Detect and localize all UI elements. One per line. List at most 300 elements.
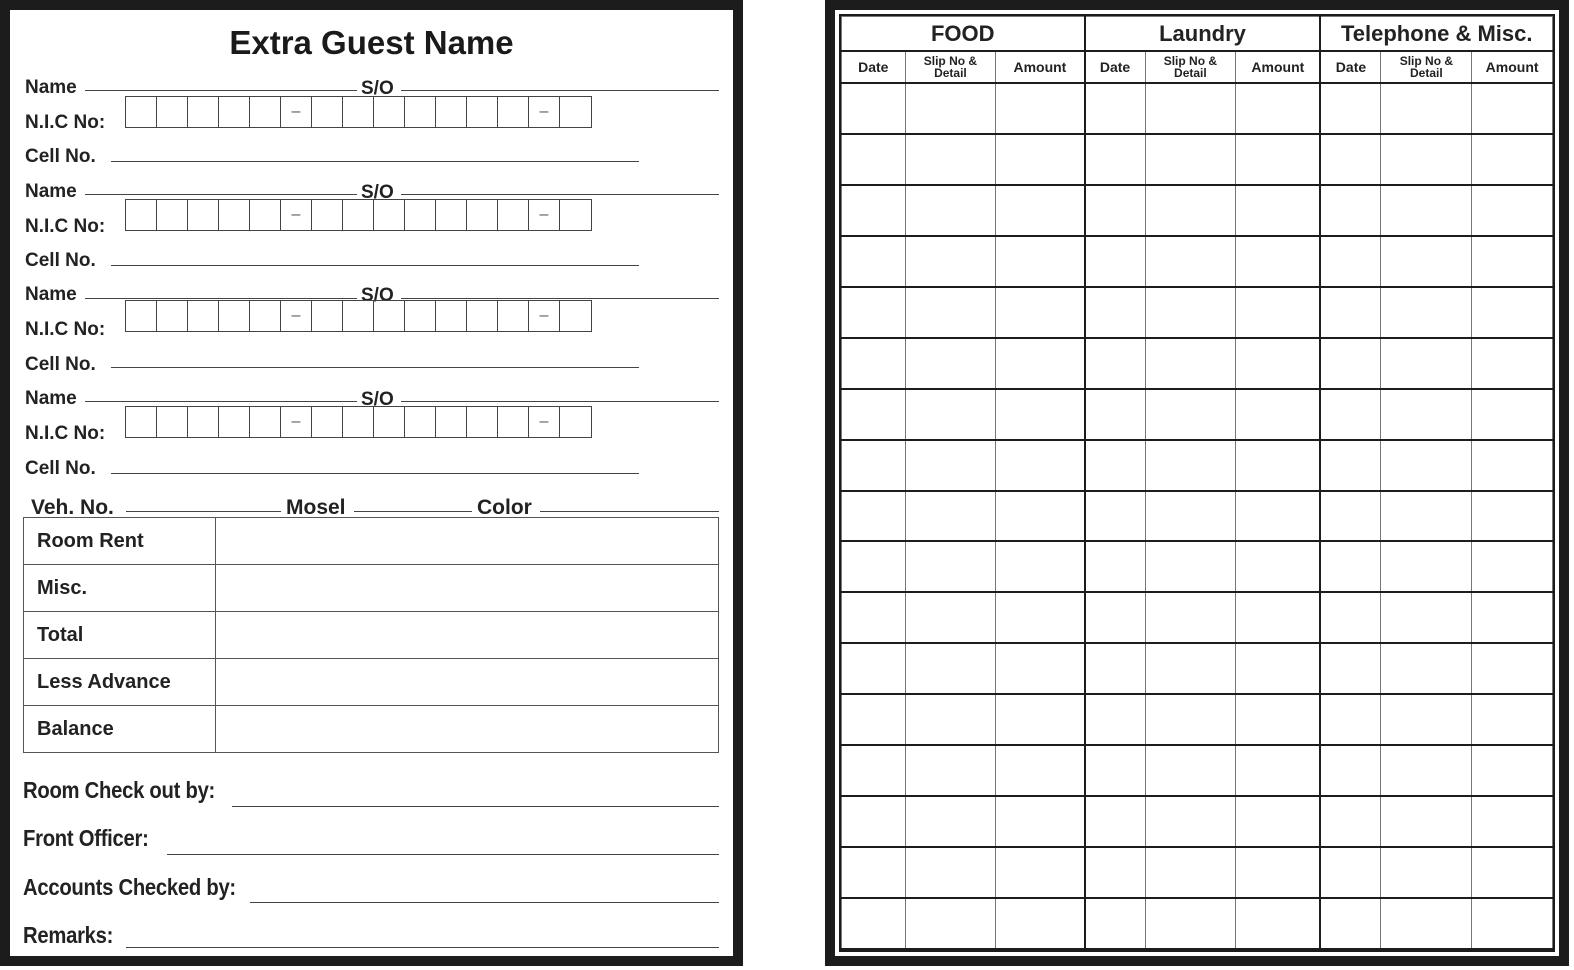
ledger-cell[interactable] [996,745,1085,796]
ledger-cell[interactable] [1381,694,1472,745]
ledger-cell[interactable] [1472,134,1553,185]
ledger-cell[interactable] [905,643,996,694]
ledger-cell[interactable] [1320,694,1381,745]
ledger-cell[interactable] [1236,338,1321,389]
nic-digit-cell[interactable] [436,407,467,437]
form-title: Extra Guest Name [229,24,514,61]
ledger-cell[interactable] [1085,694,1146,745]
veh-no-line[interactable] [126,511,281,512]
ledger-cell[interactable] [1236,796,1321,847]
so-line[interactable] [401,90,719,91]
ledger-cell[interactable] [996,491,1085,542]
ledger-cell[interactable] [1472,491,1553,542]
ledger-cell[interactable] [996,134,1085,185]
model-line[interactable] [354,511,472,512]
summary-row [24,565,719,612]
nic-digit-cell[interactable] [467,301,498,331]
ledger-cell[interactable] [1320,898,1381,949]
ledger-cell[interactable] [1085,389,1146,440]
ledger-cell[interactable] [842,83,906,134]
nic-digit-cell[interactable] [312,97,343,127]
ledger-cell[interactable] [996,796,1085,847]
ledger-cell[interactable] [1236,440,1321,491]
ledger-cell[interactable] [1472,694,1553,745]
nic-digit-cell[interactable] [157,407,188,437]
model-label: Mosel [286,496,346,519]
ledger-cell[interactable] [905,694,996,745]
ledger-cell[interactable] [1381,491,1472,542]
summary-value-cell[interactable] [216,612,719,659]
ledger-row [842,185,1553,236]
nic-digit-cell[interactable] [188,200,219,230]
ledger-cell[interactable] [905,745,996,796]
ledger-cell[interactable] [1381,185,1472,236]
ledger-cell[interactable] [1085,236,1146,287]
ledger-cell[interactable] [1236,541,1321,592]
ledger-cell[interactable] [1381,236,1472,287]
ledger-cell[interactable] [842,694,906,745]
nic-digit-cell[interactable] [560,97,591,127]
slip-detail-column-header [1145,51,1236,83]
amount-column-header: Amount [996,51,1085,83]
ledger-cell[interactable] [996,389,1085,440]
ledger-cell[interactable] [905,236,996,287]
ledger-cell[interactable] [1320,847,1381,898]
ledger-cell[interactable] [1381,389,1472,440]
ledger-cell[interactable] [1472,592,1553,643]
ledger-frame [839,14,1555,952]
ledger-cell[interactable] [842,541,906,592]
ledger-cell[interactable] [1085,287,1146,338]
slip-detail-column-header [905,51,996,83]
ledger-cell[interactable] [1236,83,1321,134]
nic-separator-cell: – [529,301,560,331]
slip-detail-column-header [1381,51,1472,83]
ledger-cell[interactable] [1145,185,1236,236]
nic-digit-cell[interactable] [126,97,157,127]
ledger-row [842,745,1553,796]
ledger-row [842,338,1553,389]
so-line[interactable] [401,401,719,402]
ledger-cell[interactable] [1236,236,1321,287]
ledger-cell[interactable] [1085,745,1146,796]
ledger-row [842,440,1553,491]
ledger-cell[interactable] [1472,287,1553,338]
ledger-cell[interactable] [905,491,996,542]
ledger-cell[interactable] [1145,491,1236,542]
ledger-cell[interactable] [1085,134,1146,185]
ledger-cell[interactable] [1236,491,1321,542]
ledger-cell[interactable] [1381,83,1472,134]
ledger-cell[interactable] [1320,134,1381,185]
nic-digit-cell[interactable] [467,97,498,127]
ledger-cell[interactable] [1320,745,1381,796]
laundry-group-header: Laundry [1085,17,1321,52]
checkout-line[interactable] [232,806,719,807]
ledger-cell[interactable] [1472,745,1553,796]
ledger-cell[interactable] [1381,847,1472,898]
ledger-cell[interactable] [996,541,1085,592]
nic-digit-cell[interactable] [374,301,405,331]
ledger-cell[interactable] [842,592,906,643]
ledger-cell[interactable] [1236,134,1321,185]
name-label: Name [25,388,77,409]
summary-value-cell[interactable] [216,659,719,706]
ledger-cell[interactable] [1472,338,1553,389]
nic-boxes[interactable] [125,300,592,332]
summary-value-cell[interactable] [216,518,719,565]
slip-header-line2: Detail [934,66,967,80]
ledger-cell[interactable] [905,440,996,491]
nic-separator-cell: – [529,97,560,127]
slip-header-line2: Detail [1174,66,1207,80]
ledger-row [842,134,1553,185]
ledger-cell[interactable] [1472,541,1553,592]
ledger-cell[interactable] [1320,541,1381,592]
name-line[interactable] [85,90,357,91]
nic-digit-cell[interactable] [157,200,188,230]
ledger-cell[interactable] [1085,83,1146,134]
nic-separator-cell: – [281,301,312,331]
nic-digit-cell[interactable] [312,301,343,331]
ledger-cell[interactable] [1381,134,1472,185]
ledger-cell[interactable] [996,643,1085,694]
ledger-cell[interactable] [905,847,996,898]
ledger-row [842,83,1553,134]
ledger-cell[interactable] [842,796,906,847]
nic-label: N.I.C No: [25,216,106,237]
nic-digit-cell[interactable] [188,407,219,437]
ledger-cell[interactable] [842,440,906,491]
nic-digit-cell[interactable] [312,200,343,230]
ledger-cell[interactable] [1472,236,1553,287]
ledger-row [842,389,1553,440]
slip-header-line1: Slip No & [1163,54,1218,68]
ledger-cell[interactable] [996,338,1085,389]
nic-digit-cell[interactable] [343,200,374,230]
ledger-cell[interactable] [1085,185,1146,236]
nic-separator-cell: – [529,200,560,230]
nic-digit-cell[interactable] [312,407,343,437]
ledger-cell[interactable] [842,338,906,389]
ledger-cell[interactable] [1381,541,1472,592]
nic-digit-cell[interactable] [498,97,529,127]
ledger-cell[interactable] [1236,847,1321,898]
ledger-cell[interactable] [1236,694,1321,745]
ledger-cell[interactable] [996,440,1085,491]
ledger-cell[interactable] [1145,796,1236,847]
nic-boxes[interactable] [125,199,592,231]
ledger-cell[interactable] [905,134,996,185]
nic-separator-cell: – [281,407,312,437]
nic-digit-cell[interactable] [343,407,374,437]
nic-digit-cell[interactable] [157,301,188,331]
ledger-row [842,236,1553,287]
ledger-cell[interactable] [1472,440,1553,491]
nic-digit-cell[interactable] [498,407,529,437]
ledger-cell[interactable] [1085,796,1146,847]
so-line[interactable] [401,194,719,195]
veh-no-label: Veh. No. [31,496,114,519]
nic-digit-cell[interactable] [250,407,281,437]
front-officer-line[interactable] [167,854,719,855]
food-group-header: FOOD [842,17,1085,52]
ledger-cell[interactable] [1145,389,1236,440]
nic-digit-cell[interactable] [219,407,250,437]
summary-label: Total [24,612,216,659]
ledger-cell[interactable] [842,745,906,796]
ledger-cell[interactable] [1472,898,1553,949]
ledger-cell[interactable] [996,898,1085,949]
nic-digit-cell[interactable] [157,97,188,127]
ledger-cell[interactable] [905,592,996,643]
ledger-cell[interactable] [1145,134,1236,185]
ledger-cell[interactable] [842,185,906,236]
color-line[interactable] [540,511,719,512]
nic-digit-cell[interactable] [374,200,405,230]
ledger-cell[interactable] [1145,745,1236,796]
nic-digit-cell[interactable] [219,301,250,331]
ledger-cell[interactable] [1145,287,1236,338]
summary-label: Room Rent [24,518,216,565]
ledger-cell[interactable] [1145,541,1236,592]
ledger-cell[interactable] [1145,643,1236,694]
nic-digit-cell[interactable] [219,200,250,230]
ledger-cell[interactable] [996,83,1085,134]
ledger-cell[interactable] [1320,643,1381,694]
cell-line[interactable] [111,367,639,368]
ledger-cell[interactable] [905,287,996,338]
cell-label: Cell No. [25,458,96,479]
date-column-header: Date [842,51,906,83]
cell-line[interactable] [111,161,639,162]
ledger-cell[interactable] [1236,745,1321,796]
ledger-row [842,694,1553,745]
name-line[interactable] [85,401,357,402]
nic-digit-cell[interactable] [560,200,591,230]
nic-digit-cell[interactable] [250,200,281,230]
ledger-cell[interactable] [1472,389,1553,440]
ledger-cell[interactable] [1381,643,1472,694]
date-column-header: Date [1320,51,1381,83]
ledger-cell[interactable] [1320,338,1381,389]
nic-digit-cell[interactable] [343,97,374,127]
remarks-line[interactable] [126,947,719,948]
remarks-label: Remarks: [23,922,114,948]
summary-row [24,706,719,753]
cell-label: Cell No. [25,250,96,271]
accounts-label: Accounts Checked by: [23,874,236,900]
ledger-row [842,592,1553,643]
nic-separator-cell: – [529,407,560,437]
ledger-cell[interactable] [1472,796,1553,847]
nic-digit-cell[interactable] [405,407,436,437]
nic-digit-cell[interactable] [436,200,467,230]
cell-line[interactable] [111,265,639,266]
ledger-cell[interactable] [1472,847,1553,898]
nic-separator-cell: – [281,200,312,230]
nic-digit-cell[interactable] [250,97,281,127]
ledger-row [842,643,1553,694]
ledger-cell[interactable] [1236,592,1321,643]
ledger-cell[interactable] [1145,898,1236,949]
ledger-cell[interactable] [1085,491,1146,542]
ledger-cell[interactable] [1381,440,1472,491]
ledger-cell[interactable] [1085,643,1146,694]
ledger-cell[interactable] [905,83,996,134]
slip-header-line1: Slip No & [923,54,978,68]
ledger-cell[interactable] [1320,440,1381,491]
ledger-cell[interactable] [1320,83,1381,134]
ledger-cell[interactable] [842,389,906,440]
nic-label: N.I.C No: [25,423,106,444]
nic-digit-cell[interactable] [560,407,591,437]
ledger-cell[interactable] [1145,338,1236,389]
cell-line[interactable] [111,473,639,474]
so-line[interactable] [401,298,719,299]
nic-separator-cell: – [281,97,312,127]
nic-digit-cell[interactable] [219,97,250,127]
ledger-cell[interactable] [1320,491,1381,542]
ledger-cell[interactable] [842,236,906,287]
ledger-cell[interactable] [1145,440,1236,491]
amount-column-header: Amount [1472,51,1553,83]
ledger-cell[interactable] [996,287,1085,338]
cell-label: Cell No. [25,146,96,167]
ledger-cell[interactable] [1145,83,1236,134]
ledger-cell[interactable] [1320,185,1381,236]
summary-row [24,518,719,565]
ledger-cell[interactable] [905,389,996,440]
name-line[interactable] [85,298,357,299]
ledger-cell[interactable] [905,796,996,847]
ledger-cell[interactable] [842,287,906,338]
ledger-cell[interactable] [905,541,996,592]
nic-digit-cell[interactable] [436,97,467,127]
ledger-cell[interactable] [996,694,1085,745]
ledger-cell[interactable] [1085,592,1146,643]
ledger-cell[interactable] [1381,898,1472,949]
nic-digit-cell[interactable] [436,301,467,331]
nic-digit-cell[interactable] [188,97,219,127]
ledger-cell[interactable] [1472,185,1553,236]
nic-digit-cell[interactable] [405,200,436,230]
summary-row [24,612,719,659]
nic-boxes[interactable] [125,406,592,438]
ledger-cell[interactable] [1236,643,1321,694]
summary-label: Less Advance [24,659,216,706]
cell-label: Cell No. [25,354,96,375]
ledger-cell[interactable] [1320,389,1381,440]
ledger-cell[interactable] [1320,592,1381,643]
ledger-cell[interactable] [1236,389,1321,440]
ledger-row [842,898,1553,949]
ledger-cell[interactable] [1320,796,1381,847]
ledger-cell[interactable] [1472,643,1553,694]
nic-boxes[interactable] [125,96,592,128]
summary-value-cell[interactable] [216,565,719,612]
ledger-cell[interactable] [842,643,906,694]
ledger-cell[interactable] [1381,592,1472,643]
ledger-cell[interactable] [1381,287,1472,338]
ledger-cell[interactable] [1145,236,1236,287]
ledger-cell[interactable] [1145,592,1236,643]
nic-digit-cell[interactable] [498,200,529,230]
nic-digit-cell[interactable] [467,407,498,437]
ledger-cell[interactable] [1085,541,1146,592]
accounts-line[interactable] [250,902,719,903]
nic-label: N.I.C No: [25,319,106,340]
nic-digit-cell[interactable] [126,200,157,230]
ledger-cell[interactable] [996,236,1085,287]
ledger-cell[interactable] [842,134,906,185]
ledger-cell[interactable] [996,592,1085,643]
ledger-cell[interactable] [1085,898,1146,949]
ledger-cell[interactable] [842,847,906,898]
ledger-cell[interactable] [1236,898,1321,949]
ledger-row [842,847,1553,898]
ledger-cell[interactable] [842,898,906,949]
so-label: S/O [361,285,394,306]
nic-digit-cell[interactable] [343,301,374,331]
nic-digit-cell[interactable] [126,407,157,437]
nic-digit-cell[interactable] [405,301,436,331]
ledger-row [842,541,1553,592]
ledger-cell[interactable] [996,847,1085,898]
ledger-cell[interactable] [905,338,996,389]
ledger-cell[interactable] [1145,694,1236,745]
ledger-cell[interactable] [905,185,996,236]
nic-digit-cell[interactable] [467,200,498,230]
so-label: S/O [361,78,394,99]
charges-ledger [825,0,1569,966]
ledger-row [842,287,1553,338]
nic-digit-cell[interactable] [250,301,281,331]
extra-guest-form [0,0,743,966]
ledger-row [842,491,1553,542]
name-label: Name [25,77,77,98]
ledger-cell[interactable] [1472,83,1553,134]
nic-digit-cell[interactable] [374,97,405,127]
summary-label: Misc. [24,565,216,612]
ledger-cell[interactable] [1320,236,1381,287]
ledger-cell[interactable] [1085,338,1146,389]
ledger-cell[interactable] [1320,287,1381,338]
ledger-cell[interactable] [905,898,996,949]
ledger-cell[interactable] [1236,185,1321,236]
ledger-cell[interactable] [1236,287,1321,338]
nic-digit-cell[interactable] [126,301,157,331]
nic-digit-cell[interactable] [374,407,405,437]
ledger-cell[interactable] [1085,847,1146,898]
ledger-cell[interactable] [1085,440,1146,491]
nic-digit-cell[interactable] [498,301,529,331]
ledger-cell[interactable] [842,491,906,542]
ledger-cell[interactable] [1381,338,1472,389]
ledger-row [842,796,1553,847]
nic-digit-cell[interactable] [188,301,219,331]
nic-digit-cell[interactable] [405,97,436,127]
ledger-cell[interactable] [1381,796,1472,847]
name-label: Name [25,284,77,305]
ledger-cell[interactable] [1381,745,1472,796]
charges-summary-table [23,517,719,753]
nic-digit-cell[interactable] [560,301,591,331]
summary-value-cell[interactable] [216,706,719,753]
name-line[interactable] [85,194,357,195]
ledger-cell[interactable] [996,185,1085,236]
ledger-cell[interactable] [1145,847,1236,898]
